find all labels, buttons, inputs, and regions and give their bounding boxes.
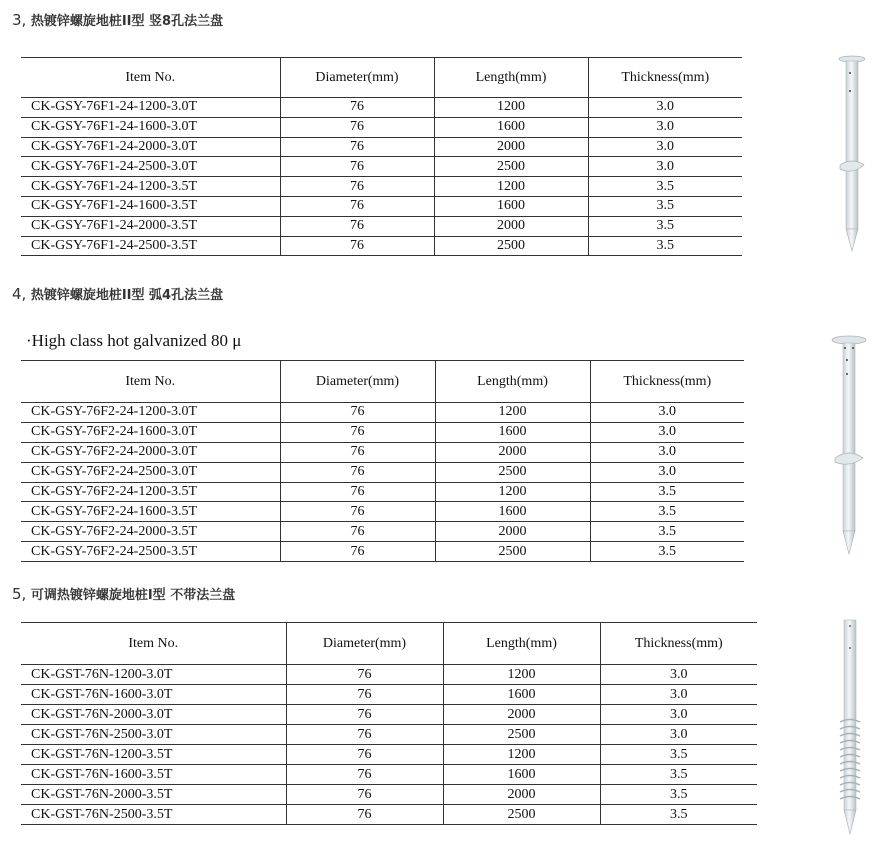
section-4-number: 4, — [12, 285, 27, 303]
table-cell: 76 — [280, 462, 435, 482]
section-5-number: 5, — [12, 585, 27, 603]
table-cell: 76 — [280, 403, 435, 423]
adjustable-ground-screw-image — [838, 618, 862, 836]
table-row — [21, 442, 744, 462]
table-cell: CK-GST-76N-1600-3.0T — [21, 685, 286, 705]
table-cell: 1200 — [434, 177, 588, 197]
table-cell: CK-GSY-76F2-24-1200-3.0T — [21, 403, 280, 423]
table-cell: 1600 — [435, 422, 590, 442]
table-cell: CK-GSY-76F1-24-2500-3.0T — [21, 157, 280, 177]
table-row — [21, 502, 744, 522]
table-row — [21, 177, 742, 197]
table-cell: 3.5 — [600, 765, 757, 785]
table-row — [21, 98, 742, 118]
table-cell: 76 — [280, 98, 434, 118]
table-cell: 2000 — [434, 137, 588, 157]
table-cell: CK-GSY-76F2-24-2500-3.0T — [21, 462, 280, 482]
table-cell: 2500 — [435, 462, 590, 482]
table-cell: 1200 — [443, 665, 600, 685]
table-cell: 2000 — [435, 442, 590, 462]
table-cell: CK-GSY-76F2-24-2000-3.5T — [21, 522, 280, 542]
table-cell: 76 — [280, 216, 434, 236]
table-cell: 3.0 — [590, 442, 744, 462]
section-4-heading — [12, 284, 223, 303]
table-cell: 3.0 — [600, 665, 757, 685]
table-cell: 2500 — [435, 542, 590, 562]
table-cell: 3.0 — [588, 157, 742, 177]
section-3-heading — [12, 10, 223, 29]
table-cell: 76 — [280, 422, 435, 442]
table-row — [21, 157, 742, 177]
table-cell: CK-GST-76N-2000-3.5T — [21, 785, 286, 805]
table-row — [21, 196, 742, 216]
table-cell: 76 — [286, 665, 443, 685]
table-row — [21, 765, 757, 785]
table-cell: 2000 — [443, 705, 600, 725]
table-cell: 76 — [286, 785, 443, 805]
table-cell: 1600 — [434, 117, 588, 137]
table-cell: 3.0 — [588, 137, 742, 157]
table-cell: 1200 — [435, 482, 590, 502]
table-header-row — [21, 361, 744, 403]
spec-table-5 — [21, 622, 757, 825]
section-3-title: 热镀锌螺旋地桩II型 竖8孔法兰盘 — [30, 14, 224, 29]
table-row — [21, 522, 744, 542]
table-cell: 76 — [286, 805, 443, 825]
table-cell: 3.5 — [600, 745, 757, 765]
column-header: Item No. — [21, 58, 280, 98]
table-header-row — [21, 623, 757, 665]
section-5-title: 可调热镀锌螺旋地桩I型 不带法兰盘 — [30, 588, 236, 603]
column-header: Diameter(mm) — [280, 361, 435, 403]
table-cell: 2500 — [443, 725, 600, 745]
table-cell: CK-GSY-76F1-24-1600-3.5T — [21, 196, 280, 216]
table-row — [21, 785, 757, 805]
spec-table-4 — [21, 360, 744, 562]
table-cell: 3.5 — [590, 522, 744, 542]
table-cell: CK-GSY-76F1-24-1200-3.5T — [21, 177, 280, 197]
table-cell: CK-GST-76N-1600-3.5T — [21, 765, 286, 785]
ground-screw-flange-8-hole-image — [832, 53, 872, 253]
table-cell: 76 — [280, 502, 435, 522]
table-cell: 76 — [286, 685, 443, 705]
table-cell: 76 — [280, 196, 434, 216]
section-5-heading — [12, 584, 235, 603]
table-row — [21, 236, 742, 256]
table-cell: 2500 — [443, 805, 600, 825]
table-row — [21, 542, 744, 562]
spec-table-3 — [21, 57, 742, 256]
table-cell: CK-GSY-76F1-24-2000-3.0T — [21, 137, 280, 157]
table-cell: 1600 — [435, 502, 590, 522]
table-cell: CK-GSY-76F1-24-2000-3.5T — [21, 216, 280, 236]
table-cell: 3.0 — [590, 422, 744, 442]
table-cell: 3.5 — [590, 502, 744, 522]
table-cell: 3.0 — [600, 705, 757, 725]
table-cell: CK-GST-76N-1200-3.5T — [21, 745, 286, 765]
table-row — [21, 403, 744, 423]
table-header-row — [21, 58, 742, 98]
table-cell: CK-GSY-76F1-24-1600-3.0T — [21, 117, 280, 137]
table-cell: 1200 — [443, 745, 600, 765]
table-row — [21, 685, 757, 705]
table-row — [21, 482, 744, 502]
column-header: Diameter(mm) — [286, 623, 443, 665]
table-cell: 3.5 — [590, 542, 744, 562]
table-cell: CK-GSY-76F1-24-1200-3.0T — [21, 98, 280, 118]
table-cell: CK-GSY-76F1-24-2500-3.5T — [21, 236, 280, 256]
table-row — [21, 805, 757, 825]
table-row — [21, 117, 742, 137]
table-cell: CK-GST-76N-2500-3.0T — [21, 725, 286, 745]
table-row — [21, 422, 744, 442]
table-cell: 76 — [280, 482, 435, 502]
table-cell: 76 — [280, 117, 434, 137]
table-row — [21, 665, 757, 685]
table-cell: 76 — [286, 705, 443, 725]
section-4-title: 热镀锌螺旋地桩II型 弧4孔法兰盘 — [30, 288, 224, 303]
table-cell: 2500 — [434, 157, 588, 177]
table-cell: 3.0 — [590, 403, 744, 423]
table-cell: 1600 — [443, 765, 600, 785]
table-cell: CK-GSY-76F2-24-2500-3.5T — [21, 542, 280, 562]
table-cell: 3.0 — [600, 685, 757, 705]
table-cell: 76 — [280, 542, 435, 562]
table-cell: 76 — [280, 442, 435, 462]
table-cell: 3.5 — [588, 216, 742, 236]
table-cell: 3.5 — [590, 482, 744, 502]
column-header: Thickness(mm) — [600, 623, 757, 665]
column-header: Item No. — [21, 361, 280, 403]
table-cell: 76 — [280, 177, 434, 197]
table-cell: 76 — [280, 236, 434, 256]
table-row — [21, 462, 744, 482]
column-header: Length(mm) — [434, 58, 588, 98]
table-row — [21, 725, 757, 745]
table-cell: CK-GST-76N-2000-3.0T — [21, 705, 286, 725]
column-header: Length(mm) — [435, 361, 590, 403]
table-cell: CK-GSY-76F2-24-2000-3.0T — [21, 442, 280, 462]
table-cell: 3.5 — [588, 236, 742, 256]
column-header: Thickness(mm) — [590, 361, 744, 403]
ground-screw-flange-4-hole-image — [829, 334, 869, 556]
table-cell: CK-GSY-76F2-24-1600-3.0T — [21, 422, 280, 442]
table-cell: CK-GSY-76F2-24-1200-3.5T — [21, 482, 280, 502]
table-cell: 76 — [280, 522, 435, 542]
table-cell: CK-GST-76N-1200-3.0T — [21, 665, 286, 685]
table-cell: 1200 — [434, 98, 588, 118]
table-cell: 2000 — [443, 785, 600, 805]
table-row — [21, 705, 757, 725]
table-cell: 76 — [280, 157, 434, 177]
table-cell: 3.5 — [588, 196, 742, 216]
table-cell: 1200 — [435, 403, 590, 423]
galvanization-note: ·High class hot galvanized 80 μ — [26, 331, 242, 350]
table-cell: 1600 — [443, 685, 600, 705]
table-cell: 3.0 — [590, 462, 744, 482]
table-cell: 76 — [286, 765, 443, 785]
column-header: Item No. — [21, 623, 286, 665]
table-cell: CK-GSY-76F2-24-1600-3.5T — [21, 502, 280, 522]
column-header: Diameter(mm) — [280, 58, 434, 98]
table-cell: 76 — [286, 745, 443, 765]
table-cell: 76 — [286, 725, 443, 745]
table-cell: 2500 — [434, 236, 588, 256]
table-cell: 3.0 — [588, 98, 742, 118]
table-cell: 3.5 — [600, 805, 757, 825]
table-cell: 2000 — [434, 216, 588, 236]
table-row — [21, 745, 757, 765]
table-cell: 2000 — [435, 522, 590, 542]
table-row — [21, 216, 742, 236]
table-cell: 3.5 — [588, 177, 742, 197]
column-header: Thickness(mm) — [588, 58, 742, 98]
table-row — [21, 137, 742, 157]
column-header: Length(mm) — [443, 623, 600, 665]
table-cell: 3.0 — [588, 117, 742, 137]
table-cell: 1600 — [434, 196, 588, 216]
table-cell: 76 — [280, 137, 434, 157]
table-cell: 3.5 — [600, 785, 757, 805]
table-cell: CK-GST-76N-2500-3.5T — [21, 805, 286, 825]
section-3-number: 3, — [12, 11, 27, 29]
table-cell: 3.0 — [600, 725, 757, 745]
